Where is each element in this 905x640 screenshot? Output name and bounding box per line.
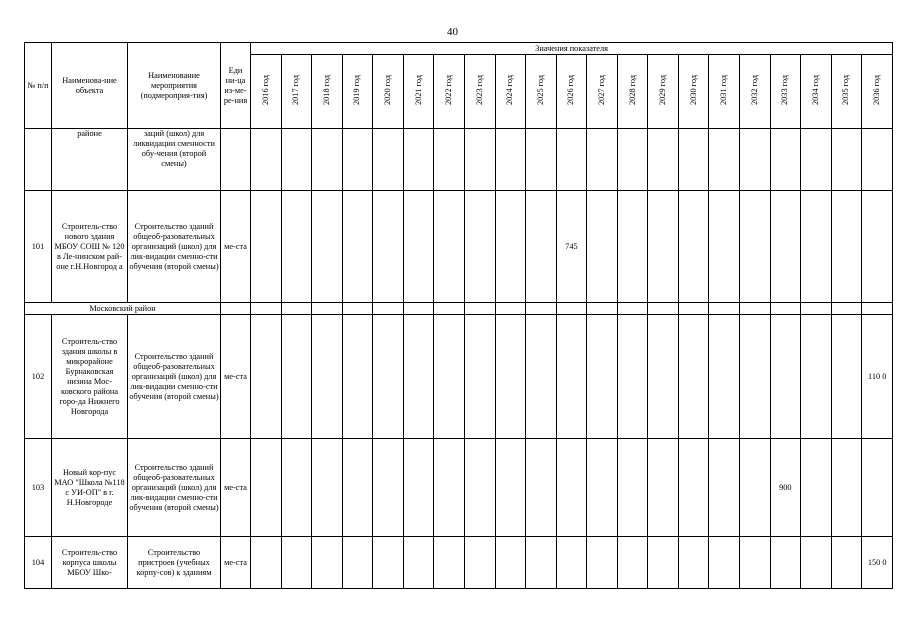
header-year-label: 2021 год bbox=[413, 75, 423, 105]
row-value-cell bbox=[709, 315, 740, 439]
row-value-cell bbox=[373, 537, 404, 589]
empty-cell bbox=[464, 303, 495, 315]
row-value-cell bbox=[648, 439, 679, 537]
row-number: 103 bbox=[25, 439, 52, 537]
row-value-cell bbox=[434, 439, 465, 537]
row-value-cell bbox=[617, 315, 648, 439]
row-value-cell bbox=[251, 439, 282, 537]
header-year-label: 2032 год bbox=[749, 75, 759, 105]
row-value-cell bbox=[678, 439, 709, 537]
row-event-name: Строительство зданий общеоб-разовательных организаций (школ) для лик-видации сменно-сти обучения (второй смены) bbox=[128, 315, 221, 439]
row-value-cell bbox=[434, 191, 465, 303]
row-value-cell bbox=[770, 537, 801, 589]
row-value-cell bbox=[617, 129, 648, 191]
row-value-cell: 150 0 bbox=[862, 537, 893, 589]
header-year-label: 2026 год bbox=[566, 75, 576, 105]
row-value-cell bbox=[862, 129, 893, 191]
empty-cell bbox=[556, 303, 587, 315]
row-number bbox=[25, 129, 52, 191]
row-value-cell bbox=[464, 315, 495, 439]
row-value-cell bbox=[464, 537, 495, 589]
row-value-cell bbox=[373, 191, 404, 303]
row-value-cell bbox=[556, 537, 587, 589]
empty-cell bbox=[740, 303, 771, 315]
row-value-cell bbox=[801, 439, 832, 537]
empty-cell bbox=[373, 303, 404, 315]
row-event-name: Строительство зданий общеоб-разовательных организаций (школ) для лик-видации сменно-сти обучения (второй смены) bbox=[128, 191, 221, 303]
row-value-cell bbox=[862, 439, 893, 537]
row-value-cell bbox=[709, 191, 740, 303]
header-year-16 bbox=[740, 55, 771, 129]
row-value-cell bbox=[678, 537, 709, 589]
header-year-10 bbox=[556, 55, 587, 129]
row-unit: ме-ста bbox=[221, 537, 251, 589]
row-value-cell bbox=[617, 439, 648, 537]
header-year-label: 2033 год bbox=[780, 75, 790, 105]
row-value-cell bbox=[526, 129, 557, 191]
row-value-cell bbox=[740, 537, 771, 589]
row-value-cell bbox=[342, 129, 373, 191]
row-value-cell bbox=[648, 537, 679, 589]
header-num: № п/п bbox=[25, 43, 52, 129]
row-object-name: Строитель-ство здания школы в микрорайоне Бурнаковская низина Мос-ковского района горо-да Нижнего Новгорода bbox=[52, 315, 128, 439]
row-value-cell bbox=[403, 315, 434, 439]
row-value-cell bbox=[281, 129, 312, 191]
row-value-cell bbox=[495, 439, 526, 537]
row-value-cell bbox=[342, 315, 373, 439]
row-unit: ме-ста bbox=[221, 315, 251, 439]
row-value-cell bbox=[373, 129, 404, 191]
table-row bbox=[25, 191, 893, 303]
row-value-cell bbox=[831, 191, 862, 303]
row-value-cell bbox=[587, 315, 618, 439]
empty-cell bbox=[801, 303, 832, 315]
header-year-label: 2023 год bbox=[474, 75, 484, 105]
row-value-cell bbox=[648, 315, 679, 439]
row-value-cell bbox=[740, 315, 771, 439]
row-value-cell bbox=[556, 439, 587, 537]
header-year-label: 2036 год bbox=[872, 75, 882, 105]
header-year-1 bbox=[281, 55, 312, 129]
header-year-15 bbox=[709, 55, 740, 129]
row-value-cell bbox=[678, 315, 709, 439]
row-value-cell bbox=[464, 129, 495, 191]
row-value-cell bbox=[831, 439, 862, 537]
empty-cell bbox=[831, 303, 862, 315]
row-value-cell bbox=[587, 439, 618, 537]
row-value-cell bbox=[526, 315, 557, 439]
empty-cell bbox=[221, 303, 251, 315]
page-number: 40 bbox=[447, 26, 458, 38]
header-year-label: 2030 год bbox=[688, 75, 698, 105]
district-label: Московский район bbox=[25, 303, 221, 315]
row-value-cell: 900 bbox=[770, 439, 801, 537]
row-value-cell bbox=[587, 191, 618, 303]
row-value-cell bbox=[464, 439, 495, 537]
row-object-name: Строитель-ство корпуса школы МБОУ Шко- bbox=[52, 537, 128, 589]
header-year-20 bbox=[862, 55, 893, 129]
row-value-cell bbox=[587, 537, 618, 589]
row-value-cell bbox=[678, 191, 709, 303]
header-values-group: Значения показателя bbox=[251, 43, 893, 55]
header-year-label: 2025 год bbox=[535, 75, 545, 105]
row-value-cell bbox=[251, 191, 282, 303]
row-object-name: Новый кор-пус МАО "Школа №118 с УИ-ОП" в г. Н.Новгороде bbox=[52, 439, 128, 537]
row-value-cell bbox=[801, 315, 832, 439]
row-value-cell bbox=[862, 191, 893, 303]
row-value-cell bbox=[434, 537, 465, 589]
header-year-2 bbox=[312, 55, 343, 129]
indicator-table bbox=[24, 42, 893, 589]
row-value-cell bbox=[801, 191, 832, 303]
row-value-cell: 110 0 bbox=[862, 315, 893, 439]
row-value-cell bbox=[495, 537, 526, 589]
row-value-cell bbox=[342, 191, 373, 303]
row-value-cell bbox=[617, 191, 648, 303]
row-value-cell bbox=[678, 129, 709, 191]
row-unit: ме-ста bbox=[221, 191, 251, 303]
row-value-cell bbox=[251, 129, 282, 191]
header-year-18 bbox=[801, 55, 832, 129]
row-value-cell bbox=[281, 537, 312, 589]
row-value-cell bbox=[770, 191, 801, 303]
row-value-cell bbox=[251, 537, 282, 589]
empty-cell bbox=[587, 303, 618, 315]
header-year-3 bbox=[342, 55, 373, 129]
table-row bbox=[25, 439, 893, 537]
empty-cell bbox=[678, 303, 709, 315]
row-value-cell bbox=[342, 537, 373, 589]
header-unit: Еди ни-ца из-ме-ре-ния bbox=[221, 43, 251, 129]
header-year-4 bbox=[373, 55, 404, 129]
row-value-cell: 745 bbox=[556, 191, 587, 303]
row-value-cell bbox=[770, 315, 801, 439]
row-value-cell bbox=[648, 191, 679, 303]
header-year-label: 2031 год bbox=[719, 75, 729, 105]
row-value-cell bbox=[801, 129, 832, 191]
row-number: 104 bbox=[25, 537, 52, 589]
empty-cell bbox=[709, 303, 740, 315]
empty-cell bbox=[770, 303, 801, 315]
row-value-cell bbox=[312, 537, 343, 589]
row-value-cell bbox=[373, 315, 404, 439]
row-value-cell bbox=[556, 315, 587, 439]
row-value-cell bbox=[831, 315, 862, 439]
row-value-cell bbox=[526, 191, 557, 303]
row-value-cell bbox=[617, 537, 648, 589]
row-value-cell bbox=[281, 191, 312, 303]
empty-cell bbox=[342, 303, 373, 315]
row-value-cell bbox=[740, 129, 771, 191]
header-year-17 bbox=[770, 55, 801, 129]
row-event-name: Строительство пристроев (учебных корпу-сов) к зданиям bbox=[128, 537, 221, 589]
header-year-label: 2027 год bbox=[596, 75, 606, 105]
row-value-cell bbox=[434, 315, 465, 439]
empty-cell bbox=[281, 303, 312, 315]
row-value-cell bbox=[648, 129, 679, 191]
row-value-cell bbox=[709, 537, 740, 589]
row-value-cell bbox=[403, 129, 434, 191]
row-value-cell bbox=[740, 191, 771, 303]
row-value-cell bbox=[403, 537, 434, 589]
header-year-label: 2035 год bbox=[841, 75, 851, 105]
empty-cell bbox=[495, 303, 526, 315]
header-year-11 bbox=[587, 55, 618, 129]
header-year-14 bbox=[678, 55, 709, 129]
row-value-cell bbox=[403, 191, 434, 303]
row-unit bbox=[221, 129, 251, 191]
row-value-cell bbox=[312, 439, 343, 537]
row-value-cell bbox=[526, 537, 557, 589]
header-year-9 bbox=[526, 55, 557, 129]
header-year-label: 2019 год bbox=[352, 75, 362, 105]
header-year-label: 2028 год bbox=[627, 75, 637, 105]
header-year-5 bbox=[403, 55, 434, 129]
row-value-cell bbox=[312, 129, 343, 191]
row-value-cell bbox=[495, 191, 526, 303]
table-row bbox=[25, 129, 893, 191]
row-value-cell bbox=[312, 315, 343, 439]
row-value-cell bbox=[251, 315, 282, 439]
row-value-cell bbox=[495, 129, 526, 191]
header-year-6 bbox=[434, 55, 465, 129]
row-object-name: районе bbox=[52, 129, 128, 191]
empty-cell bbox=[526, 303, 557, 315]
empty-cell bbox=[251, 303, 282, 315]
row-event-name: Строительство зданий общеоб-разовательных организаций (школ) для лик-видации сменно-сти обучения (второй смены) bbox=[128, 439, 221, 537]
row-value-cell bbox=[434, 129, 465, 191]
row-event-name: заций (школ) для ликвидации сменности обу-чения (второй смены) bbox=[128, 129, 221, 191]
row-value-cell bbox=[373, 439, 404, 537]
empty-cell bbox=[617, 303, 648, 315]
row-value-cell bbox=[556, 129, 587, 191]
row-value-cell bbox=[495, 315, 526, 439]
table-row bbox=[25, 315, 893, 439]
header-year-label: 2016 год bbox=[260, 75, 270, 105]
row-value-cell bbox=[312, 191, 343, 303]
header-event: Наименование мероприятия (подмероприя-тия) bbox=[128, 43, 221, 129]
empty-cell bbox=[648, 303, 679, 315]
row-value-cell bbox=[831, 129, 862, 191]
header-year-label: 2018 год bbox=[321, 75, 331, 105]
row-value-cell bbox=[740, 439, 771, 537]
header-year-12 bbox=[617, 55, 648, 129]
empty-cell bbox=[403, 303, 434, 315]
row-value-cell bbox=[831, 537, 862, 589]
header-year-label: 2034 год bbox=[810, 75, 820, 105]
header-year-7 bbox=[464, 55, 495, 129]
header-year-label: 2022 год bbox=[444, 75, 454, 105]
row-value-cell bbox=[709, 129, 740, 191]
header-year-label: 2017 год bbox=[291, 75, 301, 105]
row-number: 102 bbox=[25, 315, 52, 439]
row-value-cell bbox=[587, 129, 618, 191]
header-year-8 bbox=[495, 55, 526, 129]
table-row bbox=[25, 537, 893, 589]
row-number: 101 bbox=[25, 191, 52, 303]
row-value-cell bbox=[464, 191, 495, 303]
row-value-cell bbox=[281, 439, 312, 537]
row-value-cell bbox=[709, 439, 740, 537]
empty-cell bbox=[862, 303, 893, 315]
row-value-cell bbox=[770, 129, 801, 191]
row-value-cell bbox=[281, 315, 312, 439]
row-value-cell bbox=[403, 439, 434, 537]
row-value-cell bbox=[342, 439, 373, 537]
header-year-label: 2020 год bbox=[383, 75, 393, 105]
row-value-cell bbox=[526, 439, 557, 537]
row-object-name: Строитель-ство нового здания МБОУ СОШ № 120 в Ле-нинском рай-оне г.Н.Новгород а bbox=[52, 191, 128, 303]
header-object: Наименова-ние объекта bbox=[52, 43, 128, 129]
header-year-13 bbox=[648, 55, 679, 129]
header-year-label: 2029 год bbox=[658, 75, 668, 105]
empty-cell bbox=[434, 303, 465, 315]
empty-cell bbox=[312, 303, 343, 315]
row-value-cell bbox=[801, 537, 832, 589]
header-year-0 bbox=[251, 55, 282, 129]
header-year-label: 2024 год bbox=[505, 75, 515, 105]
header-year-19 bbox=[831, 55, 862, 129]
row-unit: ме-ста bbox=[221, 439, 251, 537]
